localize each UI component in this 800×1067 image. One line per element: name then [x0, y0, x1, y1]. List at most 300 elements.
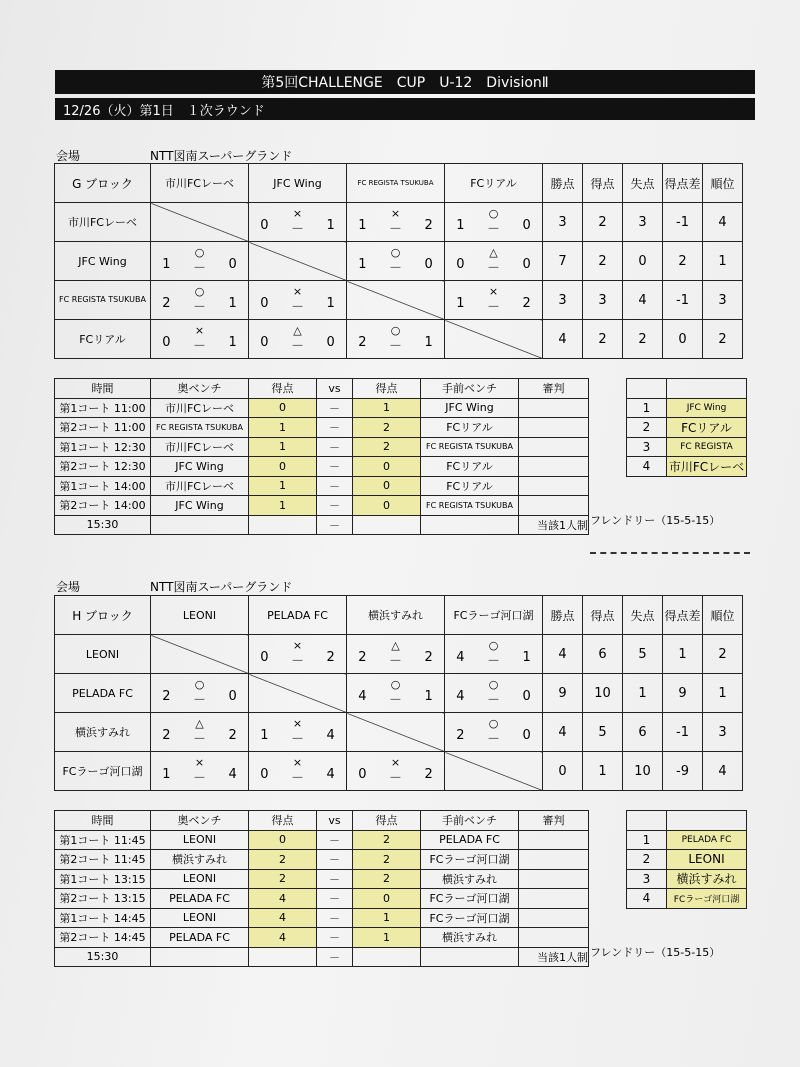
match-cell	[445, 242, 543, 281]
stat-header: 勝点	[543, 596, 583, 635]
result-mark: ×	[390, 207, 401, 220]
result-mark: ×	[292, 639, 303, 652]
schedule-row	[55, 908, 589, 928]
score-sep: －	[290, 339, 304, 354]
score-against: 1	[228, 296, 237, 311]
stat-value: -1	[663, 281, 703, 320]
referee	[519, 476, 589, 496]
score	[249, 296, 346, 315]
rank-team: PELADA FC	[667, 830, 747, 850]
result-mark: ×	[292, 756, 303, 769]
score-sep: －	[290, 654, 304, 669]
referee	[519, 398, 589, 418]
row-team: PELADA FC	[55, 674, 151, 713]
score	[151, 296, 248, 315]
match-cell	[249, 281, 347, 320]
match-cell	[249, 752, 347, 791]
stat-value: -1	[663, 203, 703, 242]
home-team: PELADA FC	[151, 928, 249, 948]
column-team: JFC Wing	[249, 164, 347, 203]
section-divider	[590, 552, 750, 554]
stat-value: 4	[543, 320, 583, 359]
vs: －	[317, 928, 353, 948]
grid-header-row	[55, 164, 743, 203]
venue-name: NTT図南スーパーグランド	[150, 149, 293, 163]
match-result	[151, 242, 248, 280]
score-for: 2	[456, 728, 465, 743]
score	[249, 218, 346, 237]
match-cell	[445, 203, 543, 242]
rank-number: 4	[627, 457, 667, 477]
match-cell	[347, 203, 445, 242]
result-mark: ○	[390, 678, 401, 691]
schedule-header: 審判	[519, 811, 589, 831]
rank-number: 1	[627, 398, 667, 418]
referee	[519, 418, 589, 438]
away-score: 1	[353, 908, 421, 928]
away-score	[353, 947, 421, 967]
away-team: FCリアル	[421, 418, 519, 438]
schedule-row	[55, 947, 589, 967]
score	[151, 767, 248, 786]
schedule-header: 手前ベンチ	[421, 379, 519, 399]
score-sep: －	[486, 732, 500, 747]
score	[347, 218, 444, 237]
referee	[519, 869, 589, 889]
schedule-header: 奥ベンチ	[151, 811, 249, 831]
ranking-table	[626, 810, 747, 909]
stat-value: 7	[543, 242, 583, 281]
rank-number: 1	[627, 830, 667, 850]
home-score: 1	[249, 476, 317, 496]
venue-label: 会場	[56, 580, 81, 594]
match-result	[445, 242, 542, 280]
home-score	[249, 515, 317, 535]
away-team: FCラーゴ河口湖	[421, 889, 519, 909]
vs: －	[317, 496, 353, 516]
match-result	[249, 713, 346, 751]
result-mark: ×	[488, 285, 499, 298]
stat-value: 1	[663, 635, 703, 674]
home-score: 2	[249, 869, 317, 889]
ranking-header	[627, 811, 747, 831]
score-for: 2	[162, 296, 171, 311]
score-against: 0	[522, 728, 531, 743]
match-cell	[151, 281, 249, 320]
home-team: JFC Wing	[151, 457, 249, 477]
stat-header: 得点差	[663, 164, 703, 203]
match-cell	[249, 203, 347, 242]
score-sep: －	[290, 732, 304, 747]
away-team: 横浜すみれ	[421, 869, 519, 889]
referee: 当該1人制	[519, 947, 589, 967]
score	[347, 767, 444, 786]
match-cell	[347, 674, 445, 713]
referee	[519, 457, 589, 477]
vs: －	[317, 889, 353, 909]
result-mark: ×	[292, 717, 303, 730]
grid-row	[55, 713, 743, 752]
match-time: 第1コート 12:30	[55, 437, 151, 457]
result-mark: △	[195, 717, 204, 730]
score-for: 0	[358, 767, 367, 782]
stat-value: 1	[703, 242, 743, 281]
row-team: LEONI	[55, 635, 151, 674]
match-result	[347, 242, 444, 280]
rank-number: 3	[627, 869, 667, 889]
score-for: 1	[456, 296, 465, 311]
match-cell	[445, 281, 543, 320]
stat-value: 10	[583, 674, 623, 713]
score	[347, 335, 444, 354]
referee	[519, 908, 589, 928]
home-team	[151, 947, 249, 967]
schedule-row	[55, 398, 589, 418]
score	[445, 728, 542, 747]
score	[151, 257, 248, 276]
rank-number: 2	[627, 850, 667, 870]
schedule-header: 得点	[353, 379, 421, 399]
score-sep: －	[192, 300, 206, 315]
ranking-row	[627, 437, 747, 457]
score-for: 0	[162, 335, 171, 350]
score-against: 1	[228, 335, 237, 350]
vs: －	[317, 947, 353, 967]
score	[445, 257, 542, 276]
rank-number: 3	[627, 437, 667, 457]
score	[347, 689, 444, 708]
vs: －	[317, 515, 353, 535]
rank-number: 2	[627, 418, 667, 438]
grid-row	[55, 203, 743, 242]
stat-value: 3	[623, 203, 663, 242]
vs: －	[317, 869, 353, 889]
score-against: 2	[424, 218, 433, 233]
score-for: 4	[456, 689, 465, 704]
self-cell	[347, 713, 445, 752]
row-team: 市川FCレーベ	[55, 203, 151, 242]
schedule-row	[55, 515, 589, 535]
away-team: JFC Wing	[421, 398, 519, 418]
schedule-header: 得点	[249, 811, 317, 831]
vs: －	[317, 850, 353, 870]
match-time: 第1コート 14:45	[55, 908, 151, 928]
match-result	[347, 203, 444, 241]
home-score: 1	[249, 496, 317, 516]
schedule-header: vs	[317, 811, 353, 831]
grid-row	[55, 752, 743, 791]
away-team	[421, 947, 519, 967]
score-against: 4	[326, 767, 335, 782]
stat-value: 5	[583, 713, 623, 752]
score-for: 0	[260, 767, 269, 782]
score	[445, 650, 542, 669]
score-against: 0	[424, 257, 433, 272]
stat-header: 得点	[583, 164, 623, 203]
score-against: 4	[228, 767, 237, 782]
match-time: 第1コート 13:15	[55, 869, 151, 889]
match-result	[249, 203, 346, 241]
stat-value: 1	[703, 674, 743, 713]
score-for: 1	[456, 218, 465, 233]
stat-value: 2	[623, 320, 663, 359]
home-team: JFC Wing	[151, 496, 249, 516]
home-team: PELADA FC	[151, 889, 249, 909]
result-mark: ○	[390, 324, 401, 337]
away-team: FCリアル	[421, 476, 519, 496]
match-cell	[249, 635, 347, 674]
stat-header: 得点	[583, 596, 623, 635]
home-team: 横浜すみれ	[151, 850, 249, 870]
stat-value: 9	[543, 674, 583, 713]
venue-line	[56, 147, 292, 164]
score-sep: －	[388, 693, 402, 708]
ranking-row	[627, 398, 747, 418]
stat-value: 4	[543, 713, 583, 752]
match-result	[445, 635, 542, 673]
stat-value: 0	[663, 320, 703, 359]
stat-value: 3	[583, 281, 623, 320]
score-for: 0	[260, 296, 269, 311]
stat-value: 5	[623, 635, 663, 674]
result-mark: ×	[194, 324, 205, 337]
match-cell	[445, 713, 543, 752]
grid-row	[55, 635, 743, 674]
match-cell	[347, 635, 445, 674]
away-team: FC REGISTA TSUKUBA	[421, 437, 519, 457]
result-mark: ×	[292, 285, 303, 298]
score-sep: －	[388, 771, 402, 786]
column-team: FCラーゴ河口湖	[445, 596, 543, 635]
column-team: FC REGISTA TSUKUBA	[347, 164, 445, 203]
score-against: 1	[424, 335, 433, 350]
vs: －	[317, 398, 353, 418]
score	[445, 218, 542, 237]
standings-grid	[54, 595, 743, 791]
match-result	[445, 281, 542, 319]
stat-header: 勝点	[543, 164, 583, 203]
score-sep: －	[388, 222, 402, 237]
schedule-row	[55, 437, 589, 457]
column-team: FCリアル	[445, 164, 543, 203]
away-score: 0	[353, 496, 421, 516]
score-against: 2	[522, 296, 531, 311]
score-sep: －	[290, 300, 304, 315]
score-sep: －	[486, 654, 500, 669]
match-result	[151, 674, 248, 712]
score-against: 0	[228, 689, 237, 704]
grid-header-row	[55, 596, 743, 635]
score-for: 4	[358, 689, 367, 704]
away-score: 1	[353, 928, 421, 948]
friendly-note: フレンドリー（15-5-15）	[590, 945, 721, 959]
score-against: 0	[326, 335, 335, 350]
ranking-header	[627, 379, 747, 399]
away-score: 2	[353, 437, 421, 457]
page-title: 第5回CHALLENGE CUP U-12 DivisionⅡ	[55, 70, 755, 94]
score-against: 1	[326, 296, 335, 311]
vs: －	[317, 457, 353, 477]
home-team: LEONI	[151, 830, 249, 850]
match-result	[347, 674, 444, 712]
home-score: 1	[249, 437, 317, 457]
rank-team: FCラーゴ河口湖	[667, 889, 747, 909]
vs: －	[317, 476, 353, 496]
score-for: 0	[260, 218, 269, 233]
ranking-row	[627, 850, 747, 870]
away-team: 横浜すみれ	[421, 928, 519, 948]
away-score: 2	[353, 418, 421, 438]
schedule-table	[54, 378, 589, 535]
schedule-row	[55, 418, 589, 438]
score-for: 0	[260, 650, 269, 665]
result-mark: △	[489, 246, 498, 259]
score-sep: －	[486, 261, 500, 276]
score-for: 2	[162, 689, 171, 704]
home-score: 4	[249, 889, 317, 909]
score-for: 0	[260, 335, 269, 350]
score-sep: －	[486, 222, 500, 237]
stat-header: 得点差	[663, 596, 703, 635]
stat-value: 2	[583, 320, 623, 359]
ranking-header-cell	[667, 379, 747, 399]
score	[249, 728, 346, 747]
home-team: 市川FCレーベ	[151, 437, 249, 457]
match-time: 第1コート 11:45	[55, 830, 151, 850]
score-against: 0	[522, 257, 531, 272]
score	[249, 335, 346, 354]
stat-value: -9	[663, 752, 703, 791]
score	[151, 689, 248, 708]
score-sep: －	[192, 732, 206, 747]
away-team: PELADA FC	[421, 830, 519, 850]
block-name: G ブロック	[55, 164, 151, 203]
stat-value: 2	[663, 242, 703, 281]
match-cell	[347, 752, 445, 791]
schedule-row	[55, 850, 589, 870]
match-cell	[151, 752, 249, 791]
stat-value: 0	[623, 242, 663, 281]
stat-value: 6	[583, 635, 623, 674]
result-mark: △	[293, 324, 302, 337]
score-sep: －	[192, 693, 206, 708]
referee: 当該1人制	[519, 515, 589, 535]
stat-value: 2	[703, 320, 743, 359]
score-against: 0	[522, 218, 531, 233]
match-result	[249, 752, 346, 790]
score	[151, 335, 248, 354]
match-result	[445, 203, 542, 241]
score-against: 2	[326, 650, 335, 665]
ranking-row	[627, 418, 747, 438]
home-score: 4	[249, 908, 317, 928]
match-result	[151, 281, 248, 319]
match-time: 第2コート 11:45	[55, 850, 151, 870]
self-cell	[151, 635, 249, 674]
schedule-header: 審判	[519, 379, 589, 399]
grid-row	[55, 242, 743, 281]
schedule-row	[55, 830, 589, 850]
stat-value: 9	[663, 674, 703, 713]
home-team: FC REGISTA TSUKUBA	[151, 418, 249, 438]
home-score: 2	[249, 850, 317, 870]
score-against: 2	[228, 728, 237, 743]
match-result	[347, 635, 444, 673]
self-cell	[151, 203, 249, 242]
away-team	[421, 515, 519, 535]
result-mark: ○	[488, 678, 499, 691]
stat-value: 1	[623, 674, 663, 713]
score-sep: －	[290, 771, 304, 786]
match-result	[445, 713, 542, 751]
column-team: 市川FCレーベ	[151, 164, 249, 203]
rank-number: 4	[627, 889, 667, 909]
match-time: 第2コート 13:15	[55, 889, 151, 909]
self-cell	[249, 674, 347, 713]
score-against: 4	[326, 728, 335, 743]
referee	[519, 928, 589, 948]
match-cell	[347, 242, 445, 281]
schedule-row	[55, 869, 589, 889]
row-team: FCラーゴ河口湖	[55, 752, 151, 791]
row-team: JFC Wing	[55, 242, 151, 281]
ranking-row	[627, 889, 747, 909]
result-mark: ○	[390, 246, 401, 259]
stat-value: 4	[623, 281, 663, 320]
away-team: FCラーゴ河口湖	[421, 908, 519, 928]
match-result	[249, 281, 346, 319]
score-against: 2	[424, 650, 433, 665]
stat-value: 3	[703, 281, 743, 320]
ranking-header-cell	[627, 811, 667, 831]
standings-grid	[54, 163, 743, 359]
referee	[519, 437, 589, 457]
score-against: 2	[424, 767, 433, 782]
score-against: 0	[228, 257, 237, 272]
result-mark: ×	[194, 756, 205, 769]
match-cell	[151, 674, 249, 713]
grid-row	[55, 674, 743, 713]
schedule-header: 奥ベンチ	[151, 379, 249, 399]
score	[445, 296, 542, 315]
row-team: FC REGISTA TSUKUBA	[55, 281, 151, 320]
match-cell	[151, 713, 249, 752]
schedule-header: 得点	[249, 379, 317, 399]
grid-row	[55, 320, 743, 359]
result-mark: △	[391, 639, 400, 652]
match-time: 第1コート 11:00	[55, 398, 151, 418]
score-sep: －	[388, 654, 402, 669]
home-team: LEONI	[151, 869, 249, 889]
away-score	[353, 515, 421, 535]
match-result	[347, 752, 444, 790]
score	[347, 650, 444, 669]
score-for: 1	[162, 257, 171, 272]
ranking-header-cell	[667, 811, 747, 831]
match-result	[249, 635, 346, 673]
match-cell	[445, 635, 543, 674]
score-for: 1	[358, 218, 367, 233]
stat-value: 4	[703, 752, 743, 791]
schedule-header: 手前ベンチ	[421, 811, 519, 831]
referee	[519, 889, 589, 909]
result-mark: ○	[194, 246, 205, 259]
schedule-row	[55, 889, 589, 909]
schedule-row	[55, 496, 589, 516]
away-score: 2	[353, 869, 421, 889]
stat-value: 4	[543, 635, 583, 674]
match-time: 第2コート 14:00	[55, 496, 151, 516]
